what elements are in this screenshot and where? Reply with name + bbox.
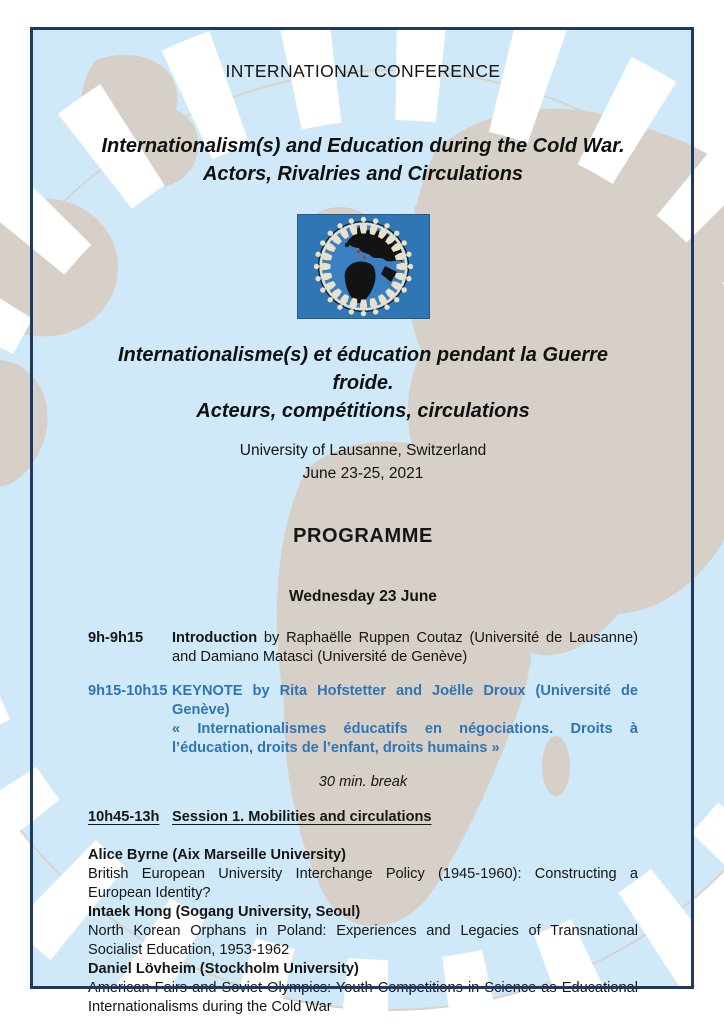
title-english-line2: Actors, Rivalries and Circulations <box>202 163 524 185</box>
title-french <box>88 341 638 425</box>
title-english <box>88 132 638 188</box>
time-slot: 10h45-13h <box>88 809 160 825</box>
paper-speaker: Daniel Lövheim (Stockholm University) <box>88 961 359 977</box>
paper-title: British European University Interchange Policy (1945-1960): Constructing a European Identity? <box>88 866 638 901</box>
introduction-label: Introduction <box>172 630 258 646</box>
programme-heading: PROGRAMME <box>293 525 433 547</box>
session-title: Session 1. Mobilities and circulations <box>172 809 432 825</box>
paper-speaker: Intaek Hong (Sogang University, Seoul) <box>88 904 361 920</box>
keynote-line: KEYNOTE by Rita Hofstetter and Joëlle Droux (Université de Genève) <box>172 683 638 718</box>
paper-title: American Fairs and Soviet Olympics: Youth Competitions in Science as Educational Internationalisms during the Cold War <box>88 980 638 1015</box>
schedule-entry-session1 <box>88 808 638 827</box>
papers-list <box>88 846 638 1017</box>
title-french-line1: Internationalisme(s) et éducation pendant la Guerre froide. <box>117 344 609 394</box>
keynote-description <box>172 682 638 758</box>
day-heading: Wednesday 23 June <box>289 588 437 605</box>
venue-line: University of Lausanne, Switzerland <box>239 442 487 459</box>
schedule-entry-keynote <box>88 682 638 758</box>
time-slot: 9h-9h15 <box>88 630 144 646</box>
paper-speaker: Alice Byrne (Aix Marseille University) <box>88 847 346 863</box>
slot-description <box>172 629 638 667</box>
title-english-line1: Internationalism(s) and Education during the Cold War. <box>101 135 625 157</box>
introduction-text: by Raphaëlle Ruppen Coutaz (Université de Lausanne) and Damiano Matasci (Université de Genève) <box>172 630 638 665</box>
venue-block <box>88 439 638 485</box>
dates-line: June 23-25, 2021 <box>302 465 424 482</box>
keynote-quote: « Internationalismes éducatifs en négociations. Droits à l’éducation, droits de l’enfant, droits humains » <box>172 721 638 756</box>
conference-logo <box>297 214 430 319</box>
break-note: 30 min. break <box>318 774 408 790</box>
title-french-line2: Acteurs, compétitions, circulations <box>196 400 530 422</box>
conference-label: INTERNATIONAL CONFERENCE <box>225 61 501 81</box>
paper-title: North Korean Orphans in Poland: Experiences and Legacies of Transnational Socialist Education, 1953-1962 <box>88 923 638 958</box>
schedule-entry-introduction <box>88 629 638 667</box>
time-slot: 9h15-10h15 <box>88 683 168 699</box>
programme-page <box>88 28 638 1017</box>
